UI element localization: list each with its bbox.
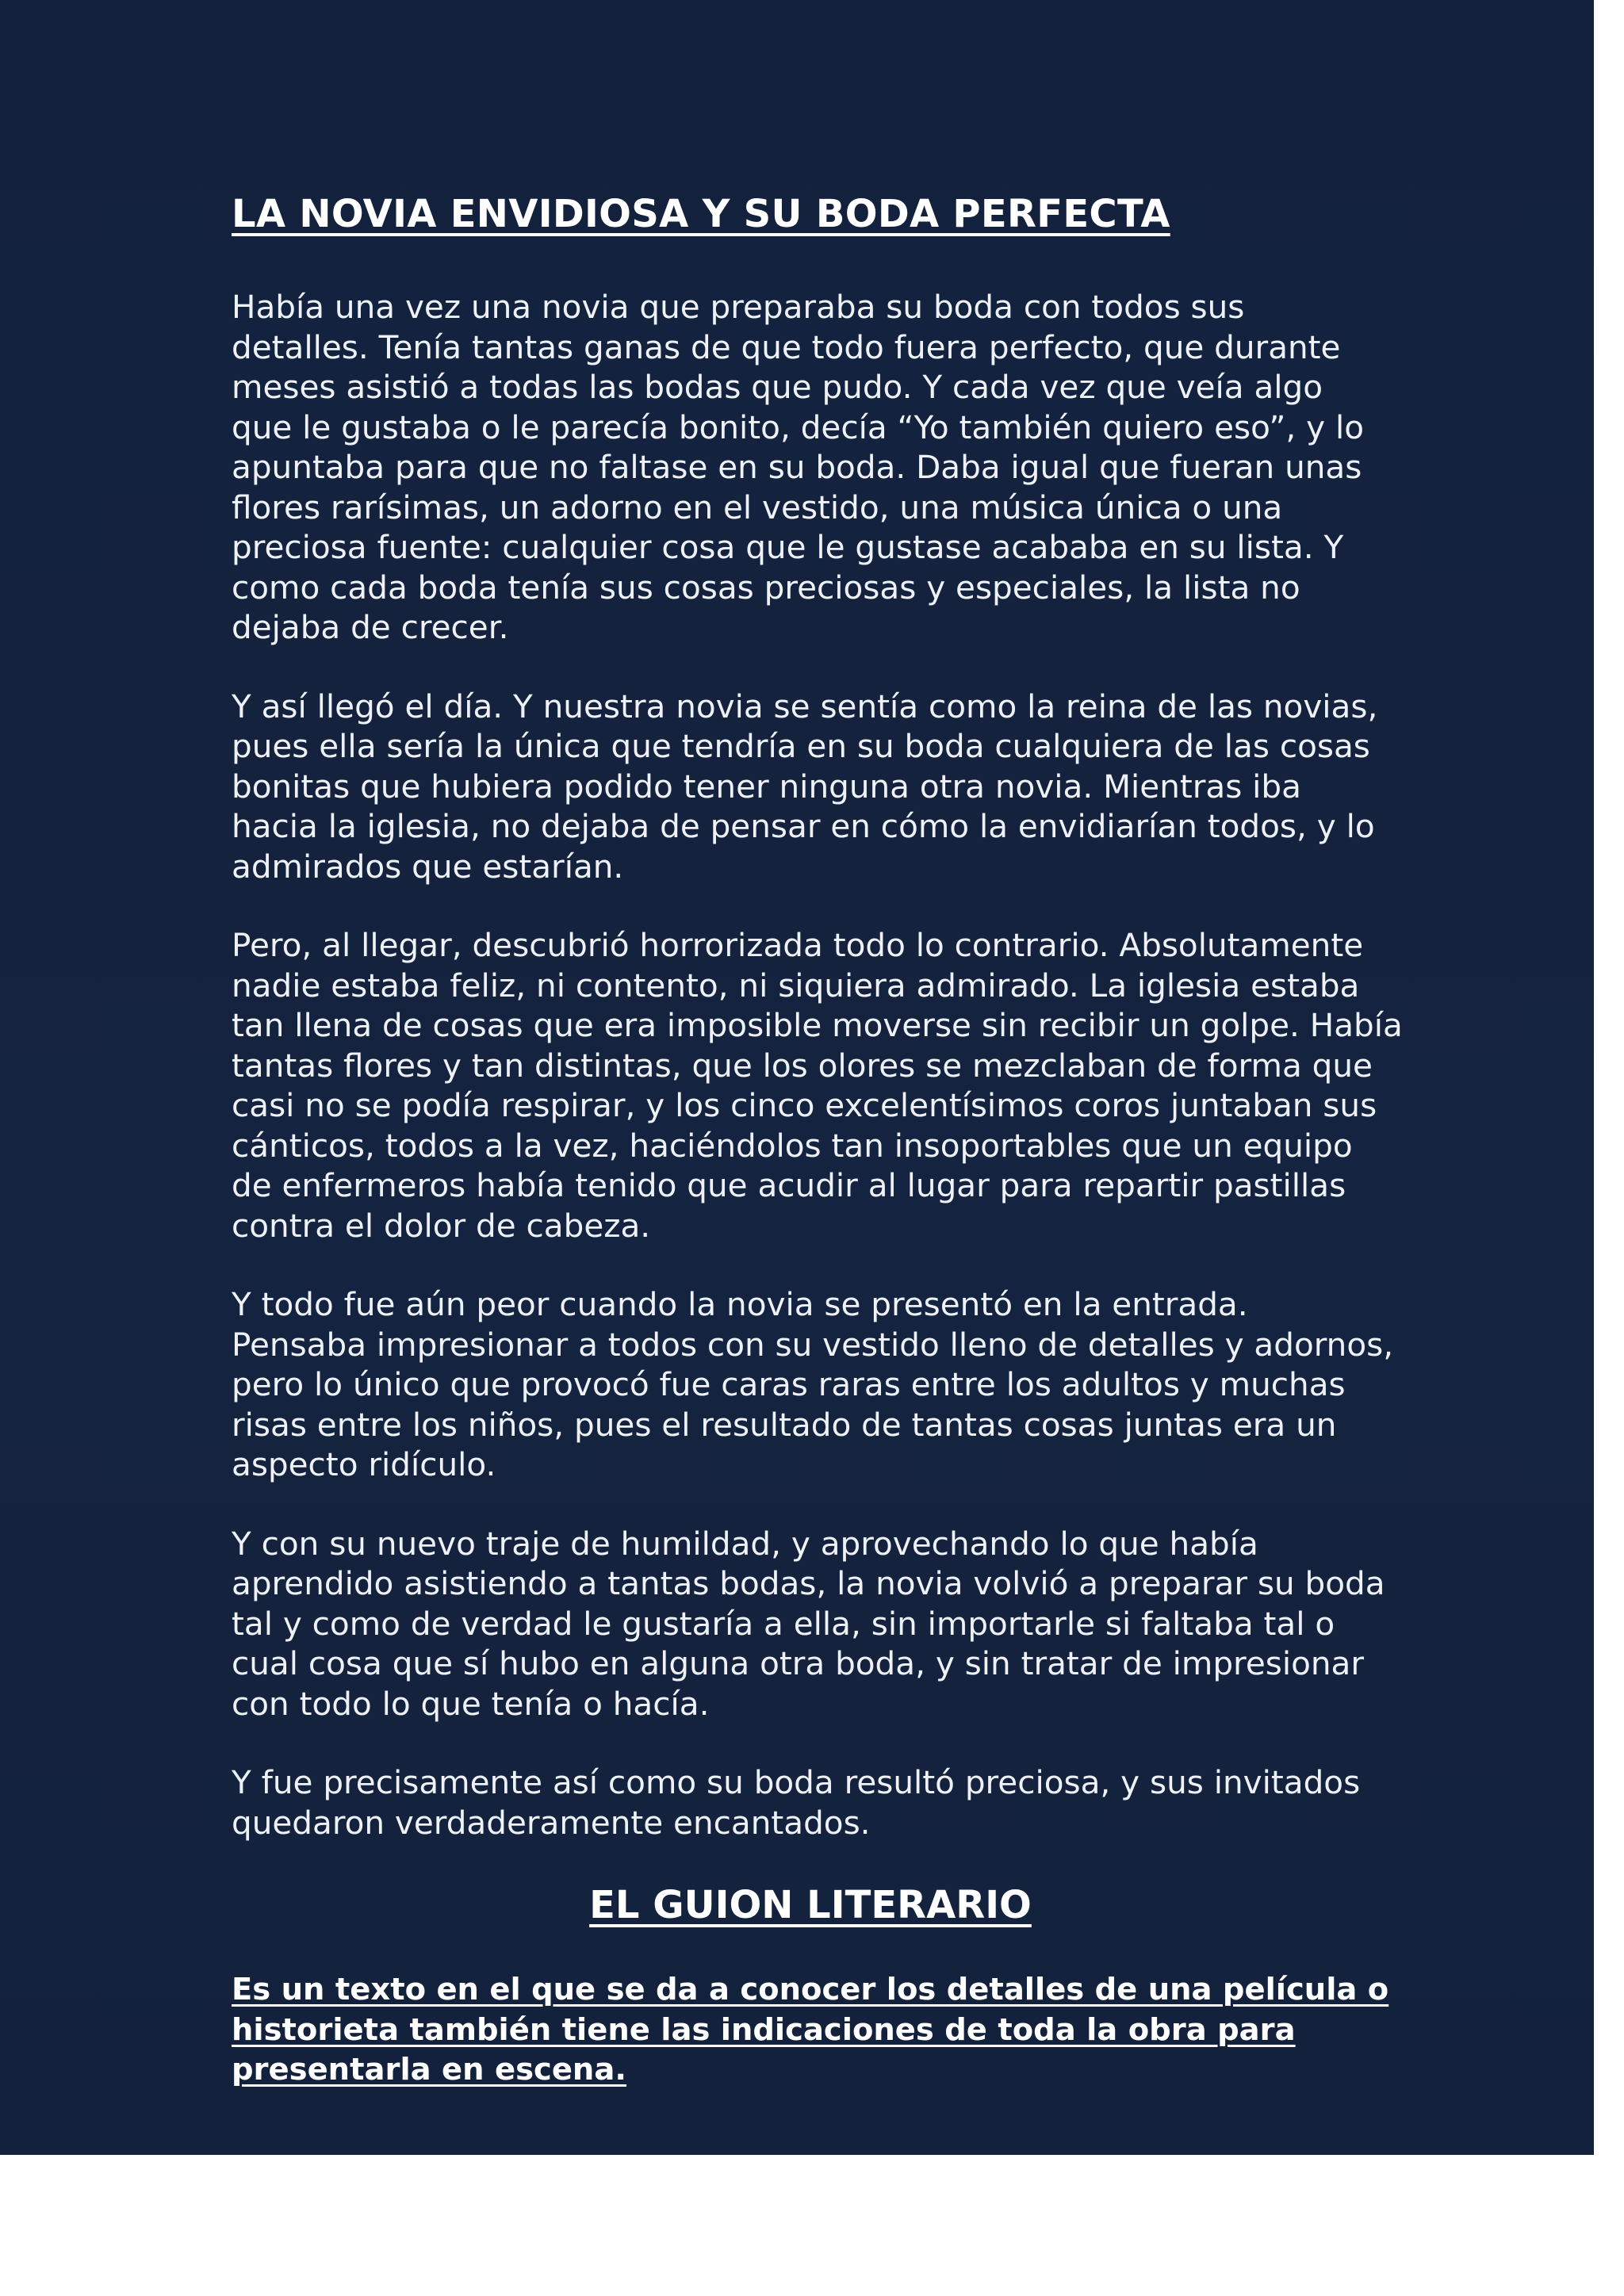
paragraph-line: aprendido asistiendo a tantas bodas, la novia volvió a preparar su boda (232, 1564, 1385, 1602)
paragraph-line: Había una vez una novia que preparaba su boda con todos sus (232, 288, 1245, 326)
paragraph-line: risas entre los niños, pues el resultado de tantas cosas juntas era un (232, 1405, 1337, 1444)
paragraph-line: quedaron verdaderamente encantados. (232, 1803, 871, 1842)
paragraph-line: dejaba de crecer. (232, 608, 509, 646)
paragraph-line: apuntaba para que no faltase en su boda. Daba igual que fueran unas (232, 448, 1362, 486)
paragraph-line: como cada boda tenía sus cosas preciosas y especiales, la lista no (232, 568, 1300, 607)
paragraph-line: Y con su nuevo traje de humildad, y aprovechando lo que había (232, 1524, 1258, 1563)
paragraph-line: tantas flores y tan distintas, que los olores se mezclaban de forma que (232, 1046, 1373, 1085)
definition-line: presentarla en escena. (232, 2052, 626, 2087)
paragraph-line: flores rarísimas, un adorno en el vestido, una música única o una (232, 488, 1283, 526)
paragraph-line: admirados que estarían. (232, 847, 624, 886)
paragraph-line: Pero, al llegar, descubrió horrorizada todo lo contrario. Absolutamente (232, 926, 1364, 964)
paragraph-line: hacia la iglesia, no dejaba de pensar en cómo la envidiarían todos, y lo (232, 807, 1375, 845)
story-paragraph (232, 687, 1389, 887)
story-paragraph (232, 1524, 1389, 1724)
paragraph-line: cánticos, todos a la vez, haciéndolos tan insoportables que un equipo (232, 1126, 1353, 1165)
paragraph-line: tan llena de cosas que era imposible moverse sin recibir un golpe. Había (232, 1006, 1403, 1044)
paragraph-line: de enfermeros había tenido que acudir al lugar para repartir pastillas (232, 1166, 1346, 1204)
paragraph-line: casi no se podía respirar, y los cinco excelentísimos coros juntaban sus (232, 1086, 1377, 1124)
paragraph-line: bonitas que hubiera podido tener ninguna otra novia. Mientras iba (232, 767, 1301, 806)
paragraph-line: contra el dolor de cabeza. (232, 1206, 651, 1245)
document-body (232, 190, 1403, 2091)
story-paragraph (232, 1284, 1394, 1485)
definition-line: Es un texto en el que se da a conocer los detalles de una película o (232, 1972, 1389, 2007)
story-paragraph (232, 1762, 1389, 1843)
paragraph-line: detalles. Tenía tantas ganas de que todo fuera perfecto, que durante (232, 327, 1341, 366)
paragraph-line: con todo lo que tenía o hacía. (232, 1684, 710, 1723)
paragraph-line: cual cosa que sí hubo en alguna otra boda, y sin tratar de impresionar (232, 1644, 1365, 1682)
story-paragraph (232, 925, 1403, 1246)
paragraph-line: Pensaba impresionar a todos con su vestido lleno de detalles y adornos, (232, 1325, 1394, 1364)
paragraph-line: que le gustaba o le parecía bonito, decía “Yo también quiero eso”, y lo (232, 408, 1365, 446)
paragraph-line: Y todo fue aún peor cuando la novia se presentó en la entrada. (232, 1285, 1248, 1323)
story-paragraphs (232, 287, 1403, 1843)
paragraph-line: meses asistió a todas las bodas que pudo. Y cada vez que veía algo (232, 368, 1323, 406)
definition-line: historieta también tiene las indicaciones de toda la obra para (232, 2011, 1296, 2048)
definition-text (232, 1970, 1389, 2091)
paragraph-line: tal y como de verdad le gustaría a ella, sin importarle si faltaba tal o (232, 1604, 1335, 1643)
paragraph-line: nadie estaba feliz, ni contento, ni siquiera admirado. La iglesia estaba (232, 966, 1360, 1004)
paragraph-line: pues ella sería la única que tendría en su boda cualquiera de las cosas (232, 727, 1370, 765)
paragraph-line: Y así llegó el día. Y nuestra novia se sentía como la reina de las novias, (232, 687, 1378, 725)
story-title: LA NOVIA ENVIDIOSA Y SU BODA PERFECTA (232, 192, 1170, 236)
story-paragraph (232, 287, 1389, 648)
paragraph-line: Y fue precisamente así como su boda resultó preciosa, y sus invitados (232, 1763, 1361, 1801)
paragraph-line: aspecto ridículo. (232, 1445, 496, 1483)
paragraph-line: pero lo único que provocó fue caras raras entre los adultos y muchas (232, 1365, 1346, 1403)
paragraph-line: preciosa fuente: cualquier cosa que le gustase acababa en su lista. Y (232, 528, 1344, 566)
section-subtitle: EL GUION LITERARIO (589, 1883, 1032, 1927)
